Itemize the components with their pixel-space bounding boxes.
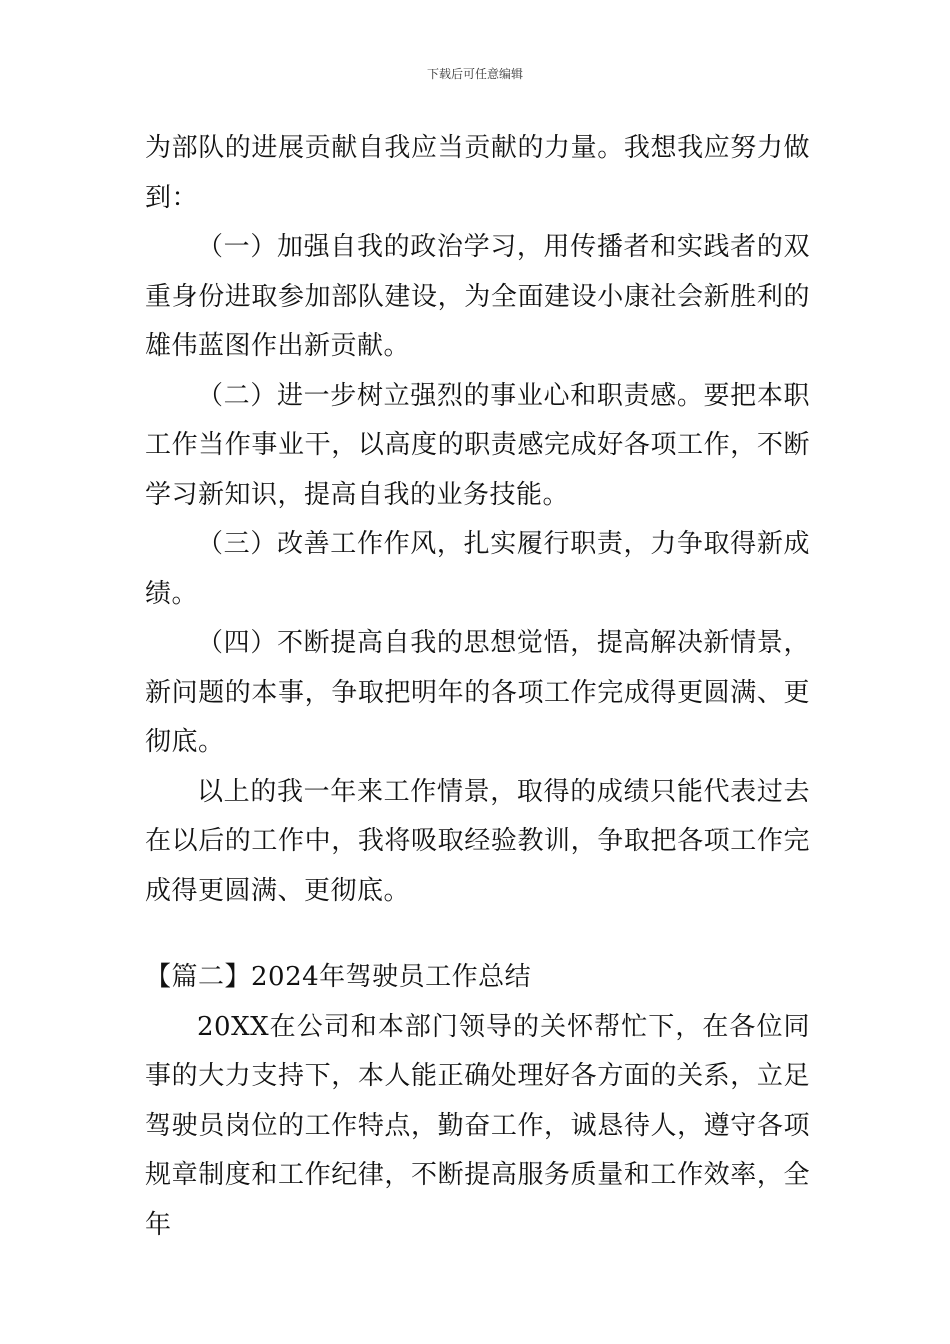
list-item-3: （三）改善工作作风，扎实履行职责，力争取得新成绩。 (145, 529, 810, 609)
list-item-4: （四）不断提高自我的思想觉悟，提高解决新情景，新问题的本事，争取把明年的各项工作完成得更圆满、更彻底。 (145, 628, 810, 757)
list-item-1: （一）加强自我的政治学习，用传播者和实践者的双重身份进取参加部队建设，为全面建设小康社会新胜利的雄伟蓝图作出新贡献。 (145, 232, 810, 361)
list-item-2: （二）进一步树立强烈的事业心和职责感。要把本职工作当作事业干，以高度的职责感完成好各项工作，不断学习新知识，提高自我的业务技能。 (145, 380, 810, 510)
summary-paragraph: 以上的我一年来工作情景，取得的成绩只能代表过去在以后的工作中，我将吸取经验教训，争取把各项工作完成得更圆满、更彻底。 (145, 776, 810, 906)
intro-paragraph: 为部队的进展贡献自我应当贡献的力量。我想我应努力做到： (145, 133, 810, 213)
document-body (145, 124, 810, 1250)
section-paragraph: 20XX在公司和本部门领导的关怀帮忙下，在各位同事的大力支持下，本人能正确处理好各方面的关系，立足驾驶员岗位的工作特点，勤奋工作，诚恳待人，遵守各项规章制度和工作纪律，不断提高服务质量和工作效率，全年 (145, 1011, 810, 1240)
header-note: 下载后可任意编辑 (426, 67, 523, 81)
section-title: 【篇二】2024年驾驶员工作总结 (145, 962, 532, 992)
